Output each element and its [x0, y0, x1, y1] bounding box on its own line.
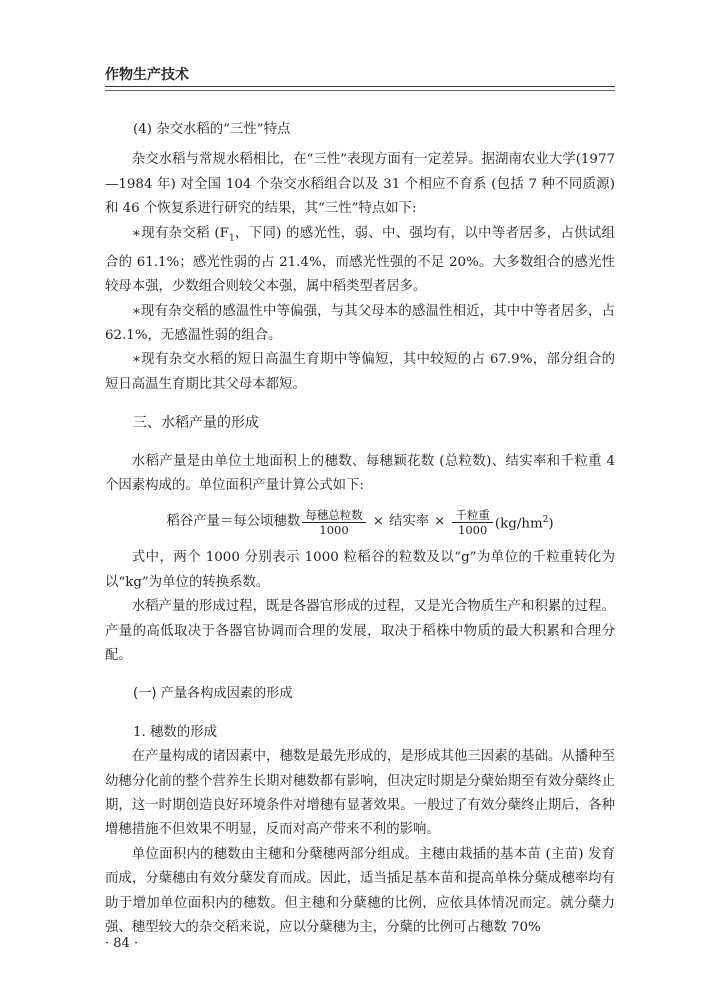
- bullet-temperature: ∗现有杂交稻的感温性中等偏强，与其父母本的感温性相近，其中中等者居多，占 62.1%，无感温性弱的组合。: [105, 303, 615, 343]
- formula-unit-pre: (kg/hm: [494, 516, 543, 532]
- formula-fraction-grains: [302, 508, 366, 537]
- formula-frac2-denominator: 1000: [458, 522, 488, 537]
- formula-frac1-numerator: 每穗总粒数: [302, 508, 366, 523]
- bullet-photoperiod-text-a: ∗现有杂交稻 (F: [131, 225, 229, 241]
- paragraph-panicle-2: 单位面积内的穗数由主穗和分蘖穗两部分组成。主穗由栽插的基本苗 (主苗) 发育而成，分蘖穗由有效分蘖发育而成。因此，适当插足基本苗和提高单株分蘖成穗率均有助于增加单位面积内的穗数。但主穗和分蘖穗的比例，应依具体情况而定。就分蘖力强、穗型较大的杂交稻来说，应以分蘖穗为主，分蘖的比例可占穗数 70%: [105, 846, 615, 936]
- heading-three-traits: (4) 杂交水稻的“三性”特点: [133, 122, 291, 137]
- formula-frac1-denominator: 1000: [319, 522, 349, 537]
- formula-unit-post: ): [548, 516, 554, 532]
- formula-times-2: ×: [434, 514, 446, 530]
- formula-unit: [495, 508, 554, 537]
- formula-frac2-numerator: 千粒重: [452, 508, 493, 523]
- f1-subscript: 1: [228, 233, 235, 244]
- page-body: [105, 118, 615, 940]
- bullet-basic-vegetative: ∗现有杂交水稻的短日高温生育期中等偏短，其中较短的占 67.9%，部分组合的短日高温生育期比其父母本都短。: [105, 352, 615, 392]
- bullet-photoperiod-text-b: ，下同) 的感光性，弱、中、强均有，以中等者居多，占供试组合的 61.1%；感光性弱的占 21.4%，而感光性强的不足 20%。大多数组合的感光性较母本强，少数组合则较父本强，属中稻类型者居多。: [105, 225, 616, 295]
- formula-lhs: 稻谷产量＝每公顷穗数: [166, 514, 301, 530]
- paragraph-intro: 杂交水稻与常规水稻相比，在“三性”表现方面有一定差异。据湖南农业大学(1977—1984 年) 对全国 104 个杂交水稻组合以及 31 个相应不育系 (包括 7 种不同质源) 和 46 个恢复系进行研究的结果，其“三性”特点如下:: [105, 152, 615, 217]
- formula-times-1: ×: [372, 514, 384, 530]
- header-rule-thin: [105, 90, 615, 91]
- formula-seed-setting: 结实率: [389, 514, 430, 530]
- bullet-photoperiod: [105, 222, 615, 300]
- yield-formula: [105, 502, 615, 542]
- running-header-title: 作物生产技术: [105, 67, 189, 83]
- paragraph-yield-components: 水稻产量是由单位土地面积上的穗数、每穗颖花数 (总粒数)、结实率和千粒重 4 个因素构成的。单位面积产量计算公式如下:: [105, 453, 615, 493]
- page-number: · 84 ·: [105, 936, 139, 951]
- paragraph-panicle-1: 在产量构成的诸因素中，穗数是最先形成的，是形成其他三因素的基础。从播种至幼穗分化前的整个营养生长期对穗数都有影响，但决定时期是分蘖始期至有效分蘖终止期，这一时期创造良好环境条件对增穗有显著效果。一般过了有效分蘖终止期后，各种增穗措施不但效果不明显，反而对高产带来不利的影响。: [105, 749, 615, 838]
- formula-fraction-weight: [452, 508, 493, 537]
- item-title-panicle-number: 1. 穗数的形成: [133, 724, 217, 740]
- formula-unit-sup: 2: [542, 514, 549, 525]
- section-title-yield-formation: 三、水稻产量的形成: [133, 415, 259, 432]
- paragraph-formula-note: 式中，两个 1000 分别表示 1000 粒稻谷的粒数及以“g”为单位的千粒重转化为以“kg”为单位的转换系数。: [105, 550, 615, 590]
- header-rule-thick: [105, 86, 615, 87]
- paragraph-yield-process: 水稻产量的形成过程，既是各器官形成的过程，又是光合物质生产和积累的过程。产量的高低取决于各器官协调而合理的发展，取决于稻株中物质的最大积累和合理分配。: [105, 599, 615, 663]
- subsection-title-components: (一) 产量各构成因素的形成: [133, 686, 293, 702]
